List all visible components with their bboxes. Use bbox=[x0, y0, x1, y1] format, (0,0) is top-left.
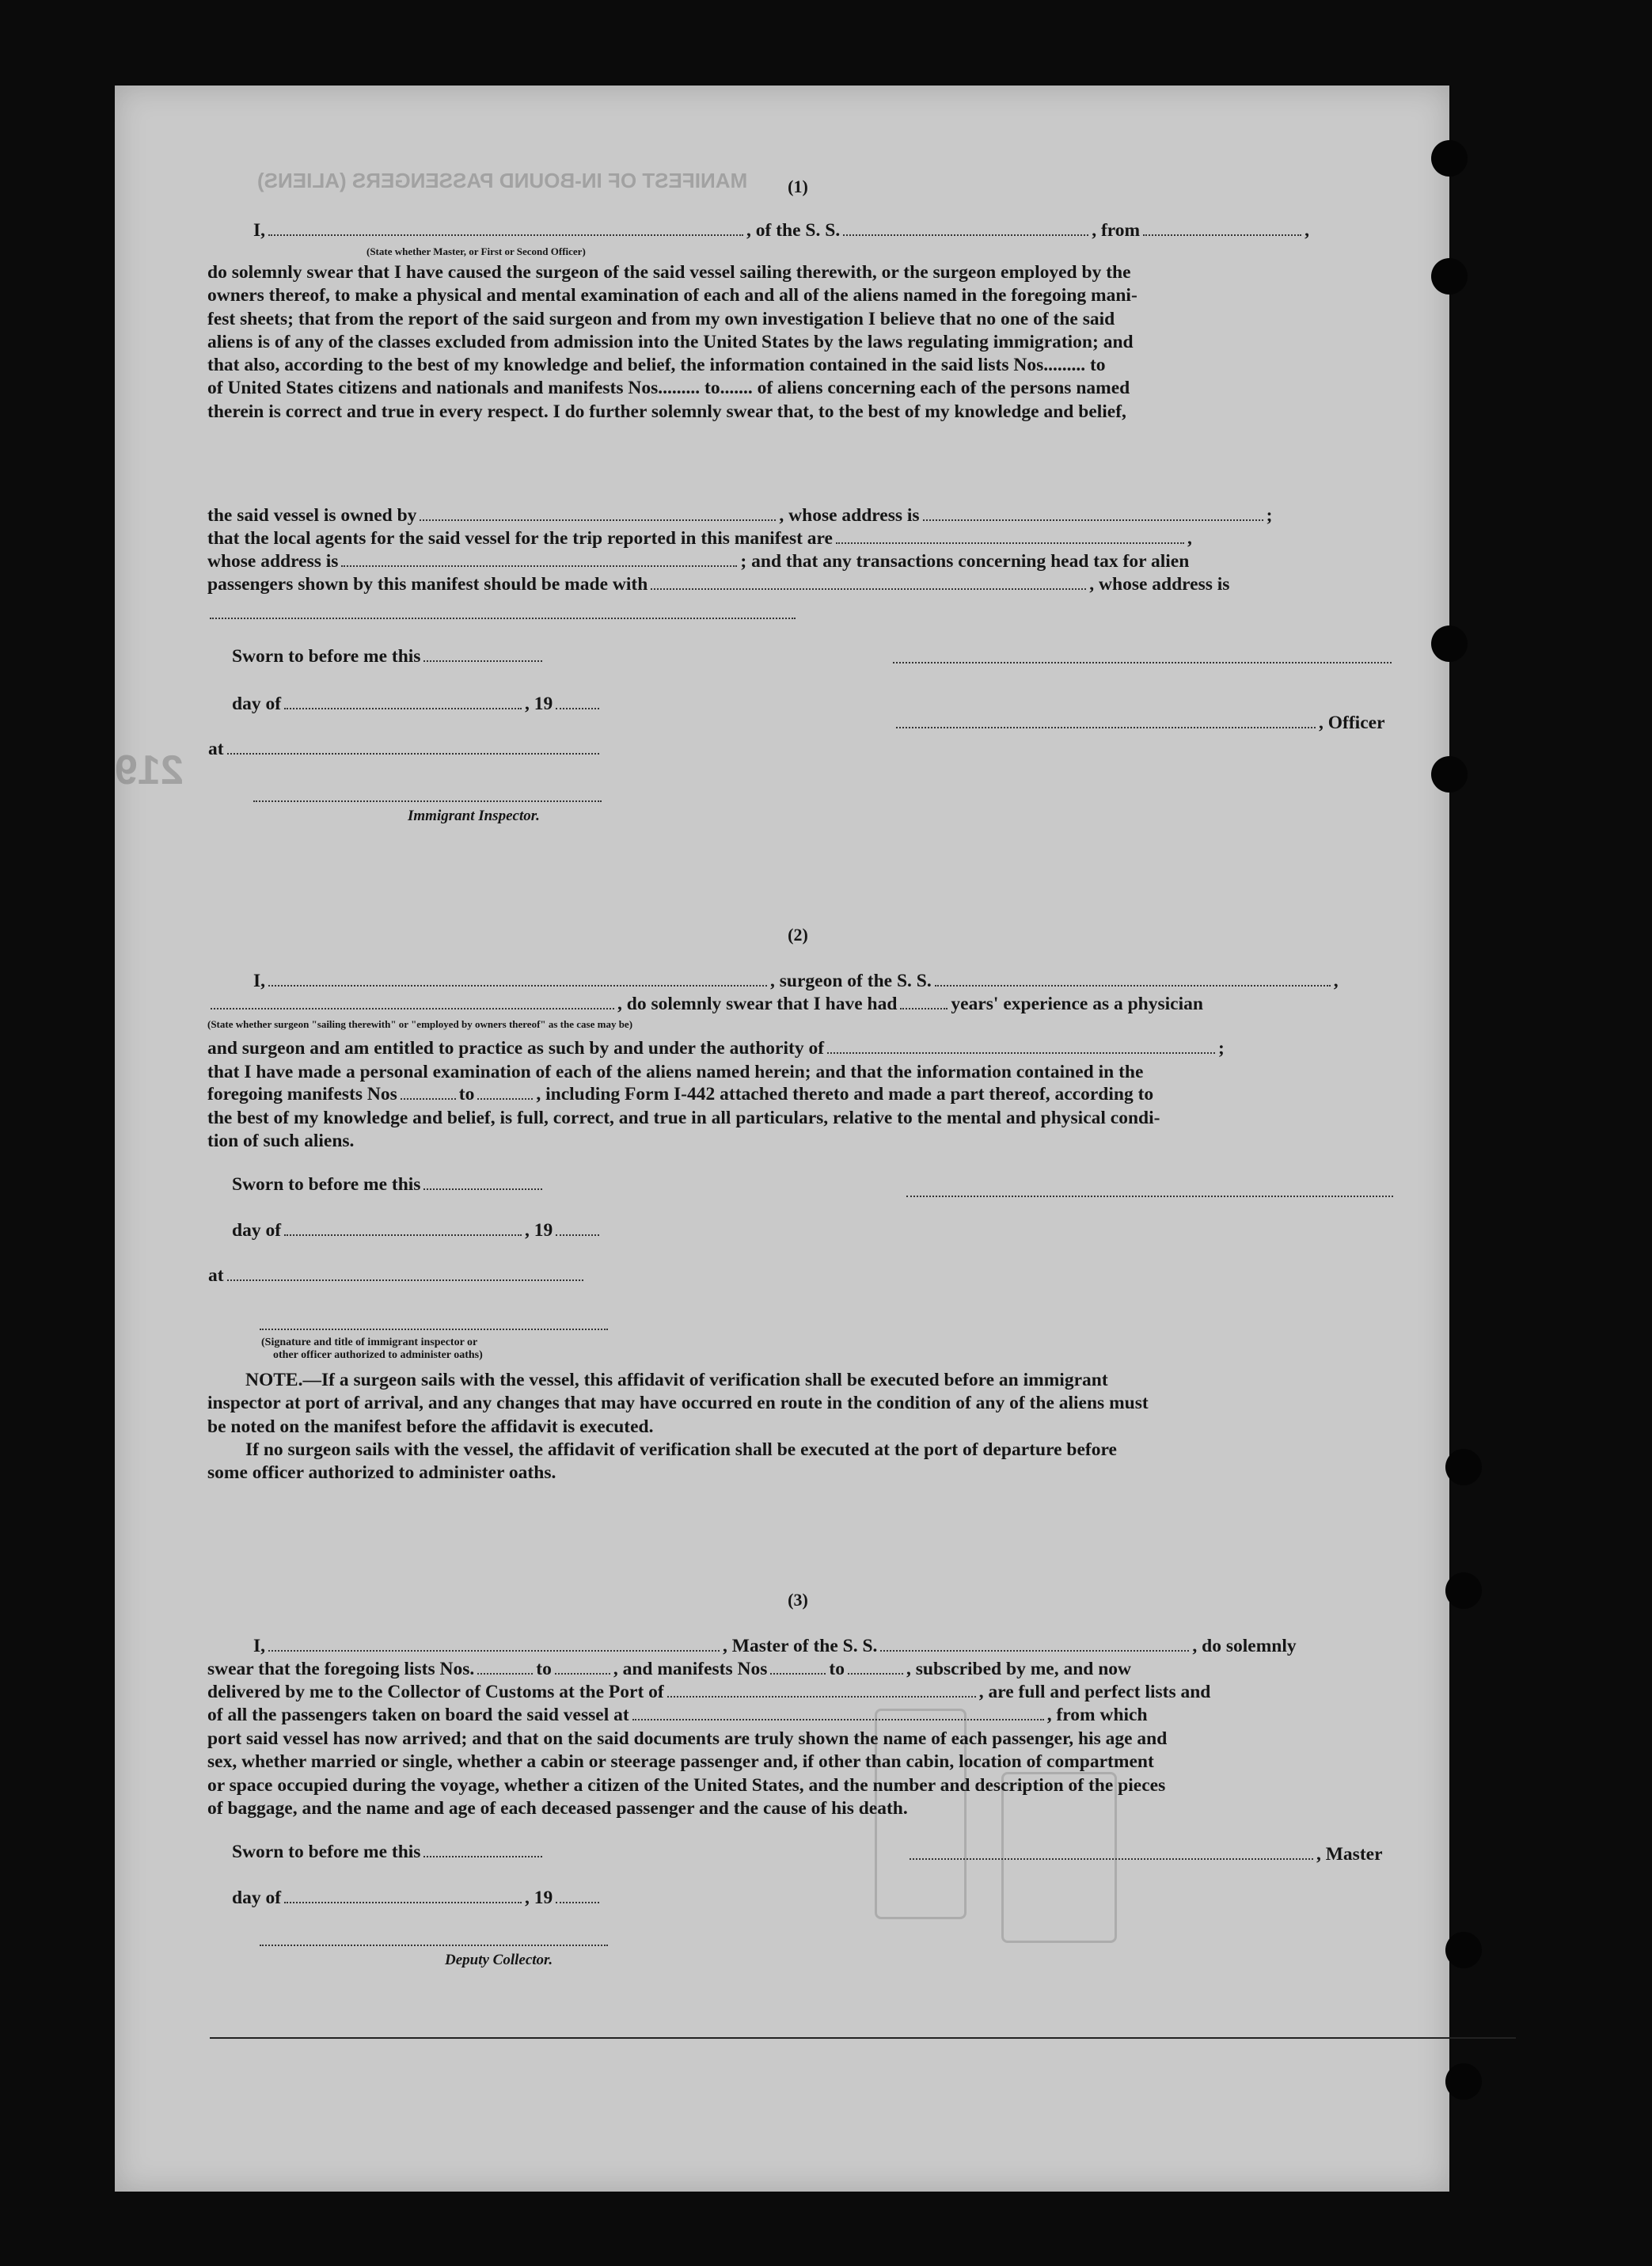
punch-hole bbox=[1431, 140, 1468, 177]
s1-whose-address: whose address is ; and that any transactions concerning head tax for alien bbox=[207, 551, 1190, 572]
s2-inspector-line bbox=[260, 1329, 608, 1330]
s1-passengers: passengers shown by this manifest should be made with , whose address is bbox=[207, 574, 1230, 595]
s1-body: do solemnly swear that I have caused the surgeon of the said vessel sailing therewith, or the surgeon employed by the owners thereof, to make a physical and mental examination of each and all of the aliens named in the foregoing mani- fest sheets; that from the report of the said surgeon and from my own investigation I believe that no one of the said aliens is of any of the classes excluded from admission into the United States by the laws regulating immigration; and that also, according to the best of my knowledge and belief, the information contained in the said lists Nos......... to of United States citizens and nationals and manifests Nos......... to....... of aliens concerning each of the persons named therein is correct and true in every respect. I do further solemnly swear that, to the best of my knowledge and belief, bbox=[207, 262, 1137, 422]
s3-sworn: Sworn to before me this bbox=[232, 1842, 545, 1863]
section-3-number: (3) bbox=[788, 1590, 808, 1610]
s3-body: port said vessel has now arrived; and that on the said documents are truly shown the name of each passenger, his age and sex, whether married or single, whether a cabin or steerage passenger and, if other than cabin, location of compartment or space occupied during the voyage, whether a citizen of the United States, and the number and description of the pieces of baggage, and the name and age of each deceased passenger and the cause of his death. bbox=[207, 1728, 1168, 1819]
s2-sworn: Sworn to before me this bbox=[232, 1174, 545, 1196]
s2-sig-line bbox=[906, 1196, 1393, 1197]
s1-address-line bbox=[210, 618, 796, 619]
s1-sworn: Sworn to before me this bbox=[232, 646, 545, 667]
s1-master-note: (State whether Master, or First or Second Officer) bbox=[366, 245, 586, 257]
punch-hole bbox=[1431, 625, 1468, 662]
s1-officer-sig-line-1 bbox=[893, 662, 1392, 663]
s2-sig-note-1: (Signature and title of immigrant inspector or bbox=[261, 1336, 478, 1348]
punch-hole bbox=[1431, 258, 1468, 295]
section-1-number: (1) bbox=[788, 177, 808, 196]
s2-at: at bbox=[208, 1265, 587, 1287]
bleed-through-number: 219 bbox=[115, 747, 184, 793]
punch-hole bbox=[1445, 1449, 1482, 1485]
s3-day-of: day of , 19 bbox=[232, 1888, 602, 1909]
s2-body-2: the best of my knowledge and belief, is full, correct, and true in all particulars, relative to the mental and physical condi- tion of such aliens. bbox=[207, 1108, 1160, 1152]
s2-line-2: , do solemnly swear that I have had years' experience as a physician bbox=[207, 994, 1203, 1015]
s2-authority: and surgeon and am entitled to practice as such by and under the authority of ; bbox=[207, 1038, 1225, 1059]
s3-line-2: swear that the foregoing lists Nos. to , and manifests Nos to , subscribed by me, and now bbox=[207, 1659, 1132, 1679]
s3-line-4: of all the passengers taken on board the said vessel at , from which bbox=[207, 1705, 1148, 1725]
s1-at: at bbox=[208, 739, 602, 760]
form-sheet bbox=[115, 86, 1449, 2192]
s2-foregoing: foregoing manifests Nos to , including Form I-442 attached thereto and made a part thereof, according to bbox=[207, 1084, 1154, 1104]
s1-day-of: day of , 19 bbox=[232, 694, 602, 715]
punch-hole bbox=[1445, 2063, 1482, 2100]
s1-local-agents: that the local agents for the said vessel for the trip reported in this manifest are , bbox=[207, 528, 1192, 549]
s3-master-line: , Master bbox=[906, 1844, 1383, 1865]
punch-hole bbox=[1431, 756, 1468, 793]
bleed-through-header: MANIFEST OF IN-BOUND PASSENGERS (ALIENS) bbox=[257, 169, 748, 192]
section-2-number: (2) bbox=[788, 925, 808, 945]
s3-line-3: delivered by me to the Collector of Customs at the Port of , are full and perfect lists and bbox=[207, 1682, 1211, 1702]
s2-day-of: day of , 19 bbox=[232, 1220, 602, 1241]
s2-surgeon-note: (State whether surgeon "sailing therewith" or "employed by owners thereof" as the case may be) bbox=[207, 1018, 633, 1030]
s1-immigrant-inspector: Immigrant Inspector. bbox=[408, 808, 540, 824]
s1-owned-by: the said vessel is owned by , whose address is ; bbox=[207, 505, 1273, 526]
s1-officer-line: , Officer bbox=[893, 713, 1385, 734]
s2-body-1: that I have made a personal examination of each of the aliens named herein; and that the information contained in the bbox=[207, 1062, 1144, 1082]
s1-inspector-line bbox=[253, 800, 602, 802]
s3-deputy-collector: Deputy Collector. bbox=[445, 1952, 553, 1968]
s2-note: NOTE.—If a surgeon sails with the vessel, this affidavit of verification shall be executed before an immigrant inspector at port of arrival, and any changes that may have occurred en route in the condition of any of the aliens must be noted on the manifest before the affidavit is executed. If no surgeon sails with the vessel, the affidavit of verification shall be executed at the port of departure before some officer authorized to administer oaths. bbox=[207, 1370, 1149, 1484]
s2-line-1: I, , surgeon of the S. S. , bbox=[253, 971, 1339, 991]
s2-sig-note-2: other officer authorized to administer oaths) bbox=[273, 1349, 483, 1361]
bottom-rule bbox=[210, 2037, 1516, 2039]
punch-hole bbox=[1445, 1572, 1482, 1609]
s1-line-1: I, , of the S. S. , from , bbox=[253, 220, 1309, 241]
punch-hole bbox=[1445, 1932, 1482, 1968]
s3-line-1: I, , Master of the S. S. , do solemnly bbox=[253, 1636, 1297, 1656]
s3-deputy-line bbox=[260, 1945, 608, 1946]
